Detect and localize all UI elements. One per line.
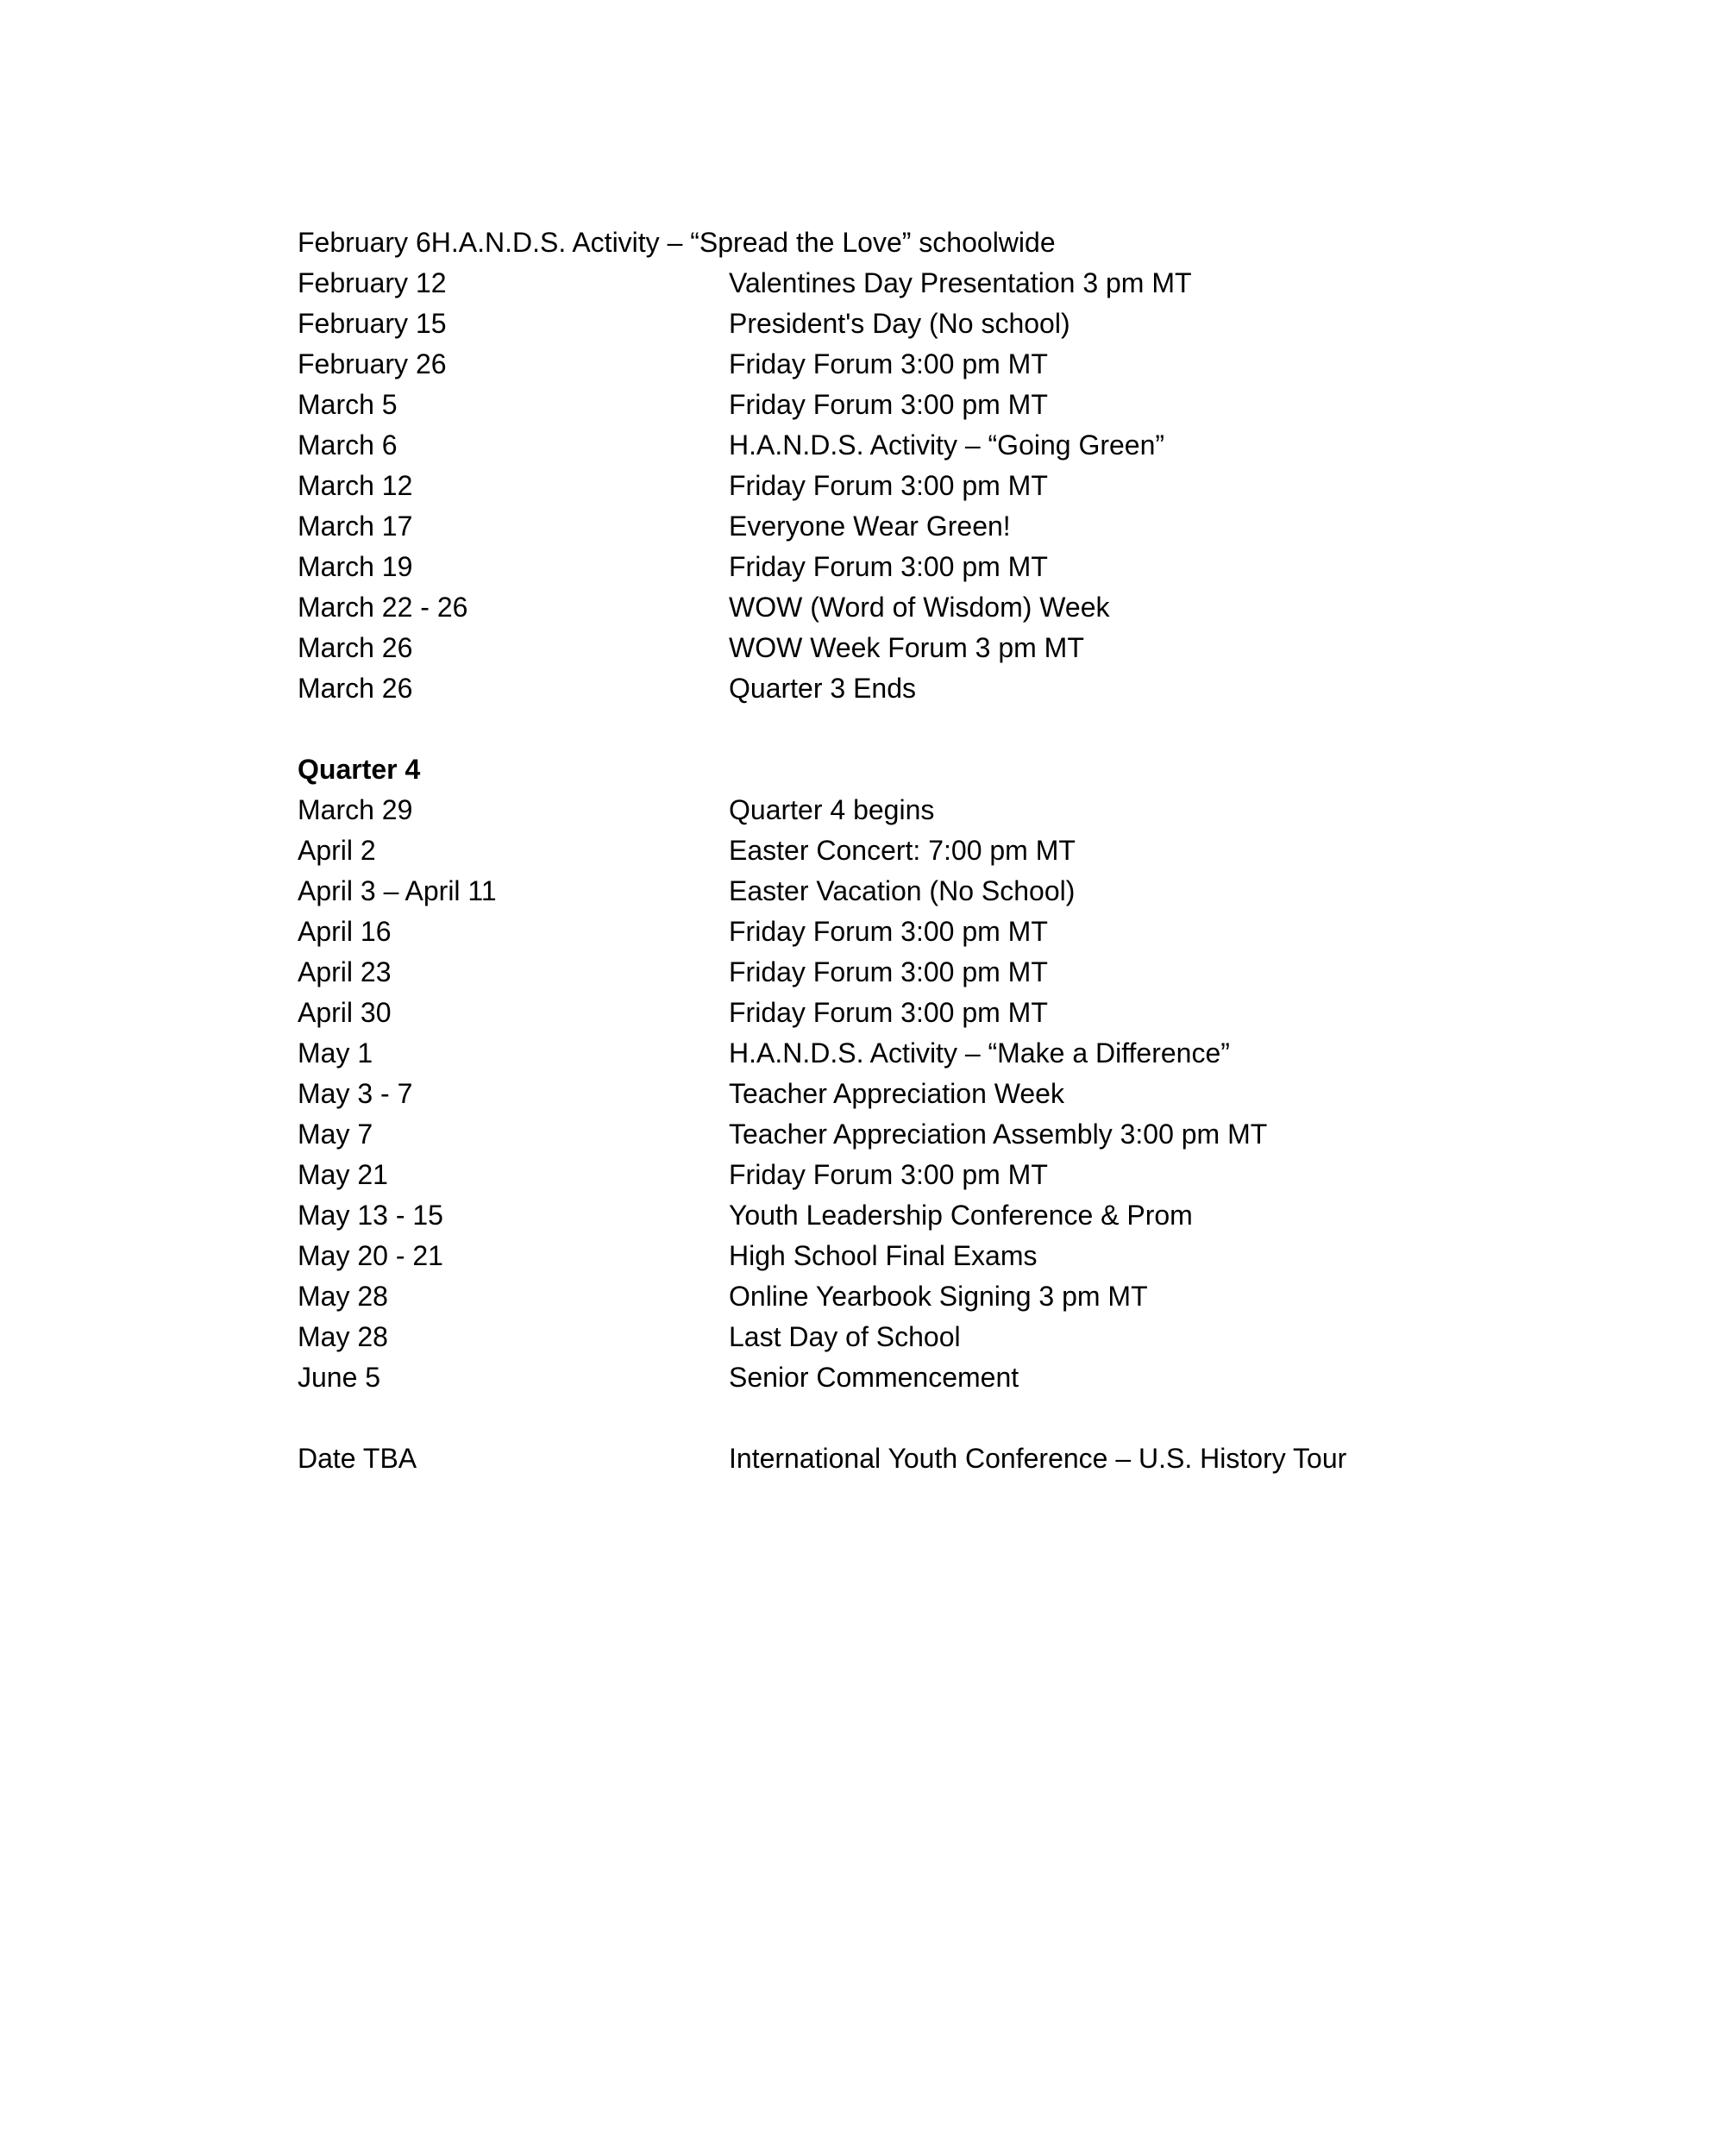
calendar-row xyxy=(298,1033,1505,1074)
calendar-row xyxy=(298,506,1505,547)
blank-line xyxy=(298,1398,1505,1438)
calendar-date: March 22 - 26 xyxy=(298,592,468,623)
calendar-row xyxy=(298,1276,1505,1317)
calendar-row xyxy=(298,466,1505,506)
calendar-event: Friday Forum 3:00 pm MT xyxy=(729,956,1048,987)
calendar-event: H.A.N.D.S. Activity – “Make a Difference” xyxy=(729,1037,1230,1069)
calendar-row xyxy=(298,952,1505,993)
calendar-row xyxy=(298,830,1505,871)
calendar-date: April 23 xyxy=(298,956,392,987)
calendar-event: Friday Forum 3:00 pm MT xyxy=(729,997,1048,1028)
calendar-date: May 28 xyxy=(298,1321,388,1352)
calendar-listing xyxy=(298,222,1505,1479)
calendar-row xyxy=(298,344,1505,385)
calendar-date: February 15 xyxy=(298,308,447,339)
calendar-row xyxy=(298,1438,1505,1479)
calendar-row xyxy=(298,1074,1505,1114)
calendar-event: Teacher Appreciation Assembly 3:00 pm MT xyxy=(729,1119,1268,1150)
calendar-event: Youth Leadership Conference & Prom xyxy=(729,1200,1193,1231)
calendar-event: H.A.N.D.S. Activity – “Going Green” xyxy=(729,429,1165,461)
calendar-row xyxy=(298,871,1505,912)
calendar-date: Date TBA xyxy=(298,1443,417,1474)
calendar-event: WOW Week Forum 3 pm MT xyxy=(729,632,1084,663)
calendar-event: Friday Forum 3:00 pm MT xyxy=(729,389,1048,420)
calendar-row xyxy=(298,263,1505,304)
calendar-event: Easter Vacation (No School) xyxy=(729,875,1076,906)
calendar-row xyxy=(298,993,1505,1033)
calendar-event: Friday Forum 3:00 pm MT xyxy=(729,1159,1048,1190)
calendar-date: May 3 - 7 xyxy=(298,1078,413,1109)
calendar-event: Friday Forum 3:00 pm MT xyxy=(729,348,1048,379)
calendar-date: February 6 xyxy=(298,227,431,258)
calendar-row xyxy=(298,547,1505,587)
calendar-row xyxy=(298,425,1505,466)
calendar-date: March 6 xyxy=(298,429,398,461)
calendar-row xyxy=(298,304,1505,344)
calendar-row xyxy=(298,628,1505,668)
calendar-row xyxy=(298,385,1505,425)
calendar-row xyxy=(298,1114,1505,1155)
calendar-row xyxy=(298,668,1505,709)
calendar-row xyxy=(298,1317,1505,1357)
calendar-date: May 20 - 21 xyxy=(298,1240,443,1271)
calendar-date: May 7 xyxy=(298,1119,373,1150)
calendar-row xyxy=(298,222,1505,263)
calendar-date: March 19 xyxy=(298,551,413,582)
calendar-date: May 21 xyxy=(298,1159,388,1190)
calendar-date: February 12 xyxy=(298,267,447,298)
calendar-row xyxy=(298,1236,1505,1276)
calendar-date: March 12 xyxy=(298,470,413,501)
calendar-event: High School Final Exams xyxy=(729,1240,1038,1271)
calendar-row xyxy=(298,912,1505,952)
calendar-event: Online Yearbook Signing 3 pm MT xyxy=(729,1281,1148,1312)
calendar-event: President's Day (No school) xyxy=(729,308,1070,339)
calendar-date: March 26 xyxy=(298,673,413,704)
calendar-event: Easter Concert: 7:00 pm MT xyxy=(729,835,1076,866)
calendar-date: April 30 xyxy=(298,997,392,1028)
calendar-date: April 16 xyxy=(298,916,392,947)
calendar-row xyxy=(298,1155,1505,1195)
calendar-row xyxy=(298,1357,1505,1398)
calendar-row xyxy=(298,587,1505,628)
calendar-date: March 29 xyxy=(298,794,413,825)
calendar-event: Valentines Day Presentation 3 pm MT xyxy=(729,267,1192,298)
calendar-event: Friday Forum 3:00 pm MT xyxy=(729,916,1048,947)
calendar-date: March 17 xyxy=(298,511,413,542)
calendar-event: Senior Commencement xyxy=(729,1362,1019,1393)
blank-line xyxy=(298,709,1505,749)
calendar-date: May 13 - 15 xyxy=(298,1200,443,1231)
calendar-date: June 5 xyxy=(298,1362,381,1393)
calendar-event: Everyone Wear Green! xyxy=(729,511,1011,542)
calendar-date: May 28 xyxy=(298,1281,388,1312)
calendar-event: Friday Forum 3:00 pm MT xyxy=(729,551,1048,582)
calendar-row xyxy=(298,1195,1505,1236)
section-heading: Quarter 4 xyxy=(298,754,421,785)
calendar-event: Teacher Appreciation Week xyxy=(729,1078,1064,1109)
calendar-event: Friday Forum 3:00 pm MT xyxy=(729,470,1048,501)
calendar-event: WOW (Word of Wisdom) Week xyxy=(729,592,1110,623)
calendar-event: Quarter 4 begins xyxy=(729,794,935,825)
calendar-row xyxy=(298,790,1505,830)
calendar-date: March 26 xyxy=(298,632,413,663)
calendar-date: March 5 xyxy=(298,389,398,420)
calendar-event: International Youth Conference – U.S. History Tour xyxy=(729,1443,1347,1474)
calendar-event: H.A.N.D.S. Activity – “Spread the Love” schoolwide xyxy=(430,227,1056,258)
calendar-date: May 1 xyxy=(298,1037,373,1069)
calendar-event: Last Day of School xyxy=(729,1321,961,1352)
calendar-event: Quarter 3 Ends xyxy=(729,673,916,704)
calendar-date: April 3 – April 11 xyxy=(298,875,497,906)
calendar-date: April 2 xyxy=(298,835,376,866)
calendar-date: February 26 xyxy=(298,348,447,379)
